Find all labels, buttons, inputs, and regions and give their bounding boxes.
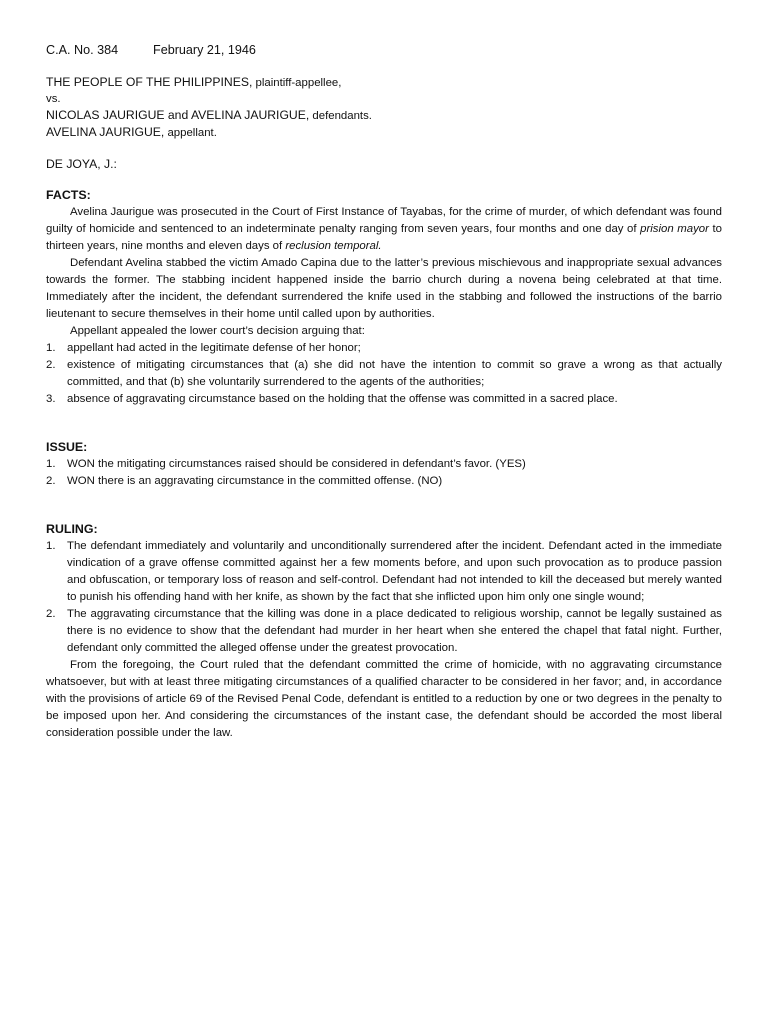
list-number: 1. <box>46 540 56 552</box>
facts-paragraph-3: Appellant appealed the lower court’s decision arguing that: <box>70 325 365 337</box>
list-number: 2. <box>46 359 56 371</box>
case-parties <box>46 74 722 141</box>
case-number: C.A. No. 384 <box>46 43 119 57</box>
appellant-role: appellant. <box>164 127 217 139</box>
plaintiff-role: plaintiff-appellee, <box>252 77 342 89</box>
facts-p1-emphasis-1: prision mayor <box>640 223 709 235</box>
issue-list <box>46 456 722 490</box>
facts-heading: FACTS: <box>46 188 91 202</box>
ruling-conclusion: From the foregoing, the Court ruled that the defendant committed the crime of homicide, with no aggravating circumstance whatsoever, but with at least three mitigating circumstances of a qualified character to be considered in her favor; and, in accordance with the provisions of article 69 of the Revised Penal Code, defendant is entitled to a reduction by one or two degrees in the penalty to be imposed upon her. And considering the circumstances of the instant case, the defendant should be accorded the most liberal consideration possible under the law. <box>46 659 722 739</box>
list-text: appellant had acted in the legitimate defense of her honor; <box>67 342 361 354</box>
list-item <box>46 473 722 490</box>
list-text: existence of mitigating circumstances that (a) she did not have the intention to commit so grave a wrong as that actually committed, and that (b) she voluntarily surrendered to the agents of the authorities; <box>67 359 722 388</box>
list-text: The aggravating circumstance that the killing was done in a place dedicated to religious worship, cannot be legally sustained as there is no evidence to show that the defendant had murder in her heart when she entered the chapel that fatal night. Further, defendant only committed the alleged offense under the greatest provocation. <box>67 608 722 654</box>
appellant-name: AVELINA JAURIGUE, <box>46 125 165 139</box>
defendants-role: defendants. <box>309 110 372 122</box>
case-header <box>46 42 722 59</box>
facts-p1-text-b: to thirteen years, nine months and eleven days of <box>46 223 722 252</box>
list-number: 1. <box>46 342 56 354</box>
list-item <box>46 357 722 391</box>
facts-paragraph-1 <box>46 204 722 255</box>
list-text: WON the mitigating circumstances raised should be considered in defendant’s favor. (YES) <box>67 458 526 470</box>
plaintiff-name: THE PEOPLE OF THE PHILIPPINES, <box>46 75 253 89</box>
defendants-line <box>46 107 722 124</box>
list-item <box>46 538 722 606</box>
facts-p1-emphasis-2: reclusion temporal. <box>285 240 382 252</box>
list-text: WON there is an aggravating circumstance in the committed offense. (NO) <box>67 475 443 487</box>
list-number: 2. <box>46 475 56 487</box>
ruling-list <box>46 538 722 657</box>
defendants-name: NICOLAS JAURIGUE and AVELINA JAURIGUE, <box>46 108 310 122</box>
list-number: 2. <box>46 608 56 620</box>
list-number: 3. <box>46 393 56 405</box>
list-item <box>46 391 722 408</box>
list-item <box>46 340 722 357</box>
facts-paragraph-2: Defendant Avelina stabbed the victim Amado Capina due to the latter’s previous mischievous and inappropriate sexual advances towards the former. The stabbing incident happened inside the barrio church during a novena being celebrated at that time. Immediately after the incident, the defendant surrendered the knife used in the stabbing and followed the instructions of the barrio lieutenant to secure themselves in their home until called upon by authorities. <box>46 257 722 320</box>
appellant-line <box>46 124 722 141</box>
facts-p1-text-a: Avelina Jaurigue was prosecuted in the Court of First Instance of Tayabas, for the crime of murder, of which defendant was found guilty of homicide and sentenced to an indeterminate penalty ranging from seven years, four months and one day of <box>46 206 722 235</box>
versus-line: vs. <box>46 93 61 105</box>
ponente: DE JOYA, J.: <box>46 157 117 171</box>
issue-heading: ISSUE: <box>46 440 88 454</box>
list-text: absence of aggravating circumstance based on the holding that the offense was committed in a sacred place. <box>67 393 618 405</box>
list-item <box>46 456 722 473</box>
list-number: 1. <box>46 458 56 470</box>
case-date: February 21, 1946 <box>153 43 256 57</box>
plaintiff-line <box>46 74 722 91</box>
list-item <box>46 606 722 657</box>
list-text: The defendant immediately and voluntarily and unconditionally surrendered after the incident. Defendant acted in the immediate vindication of a grave offense committed against her a few moments before, and upon such provocation as to produce passion and obfuscation, or temporary loss of reason and self-control. Defendant had not intended to kill the deceased but merely wanted to punish his offending hand with her knife, as shown by the fact that she inflicted upon him only one single wound; <box>67 540 722 603</box>
ruling-heading: RULING: <box>46 522 98 536</box>
facts-argument-list <box>46 340 722 408</box>
